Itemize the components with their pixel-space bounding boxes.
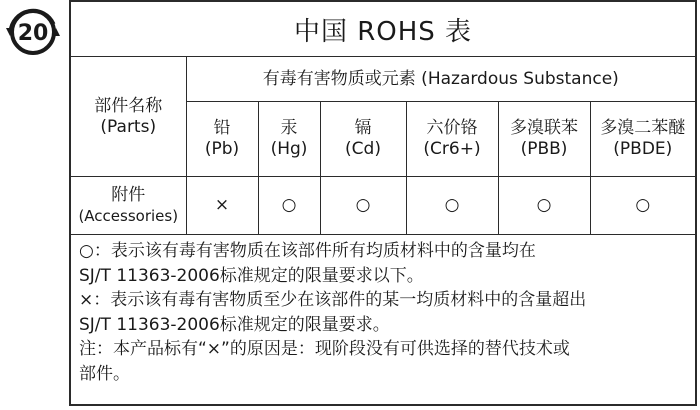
substance-header-pbde: [590, 102, 695, 177]
substance-header-cr6: [406, 102, 498, 177]
mark-hg: ○: [258, 177, 320, 235]
note-line: 注：本产品标有“×”的原因是：现阶段没有可供选择的替代技术或: [79, 339, 570, 359]
rohs-table-frame: [69, 0, 697, 406]
note-line: SJ/T 11363-2006标准规定的限量要求以下。: [79, 265, 424, 286]
table-row: [71, 177, 695, 235]
substance-symbol: (Cr6+): [423, 139, 481, 159]
logo-number: 20: [17, 21, 49, 46]
mark-pb: ×: [186, 177, 258, 235]
part-name-cell: [71, 177, 186, 235]
substance-symbol: (PBB): [520, 139, 568, 159]
substance-symbol: (Cd): [345, 139, 381, 159]
substance-header-pb: [186, 102, 258, 177]
note-line: SJ/T 11363-2006标准规定的限量要求。: [79, 314, 390, 335]
part-name: 附件: [111, 184, 146, 205]
substance-symbol: (Hg): [270, 139, 308, 159]
substance-header-cd: [320, 102, 406, 177]
parts-header-cell: [71, 57, 186, 177]
substance-name: 铅: [213, 118, 231, 138]
substance-header-pbb: [498, 102, 590, 177]
mark-pbde: ○: [590, 177, 695, 235]
substance-name: 六价铬: [426, 118, 478, 138]
substance-symbol: (Pb): [204, 139, 240, 159]
substance-name: 汞: [280, 118, 298, 138]
substance-name: 多溴二苯醚: [600, 118, 686, 138]
note-line: ×：表示该有毒有害物质至少在该部件的某一均质材料中的含量超出: [79, 290, 587, 310]
parts-header-label: 部件名称: [94, 95, 163, 116]
mark-pbb: ○: [498, 177, 590, 235]
substance-name: 镉: [354, 118, 372, 138]
page-title: 中国 ROHS 表: [71, 2, 695, 57]
note-line: 部件。: [79, 363, 130, 384]
substance-name: 多溴联苯: [510, 118, 578, 138]
part-name-en: (Accessories): [78, 206, 179, 225]
substance-header-hg: [258, 102, 320, 177]
mark-cr6: ○: [406, 177, 498, 235]
parts-header-label-en: (Parts): [100, 116, 157, 137]
notes-section: [79, 239, 691, 386]
rohs-table: [71, 57, 695, 235]
efup-20-year-recycle-icon: [2, 4, 64, 60]
note-line: ○：表示该有毒有害物质在该部件所有均质材料中的含量均在: [79, 241, 536, 261]
substance-symbol: (PBDE): [613, 139, 673, 159]
substances-header: 有毒有害物质或元素 (Hazardous Substance): [186, 57, 695, 102]
mark-cd: ○: [320, 177, 406, 235]
